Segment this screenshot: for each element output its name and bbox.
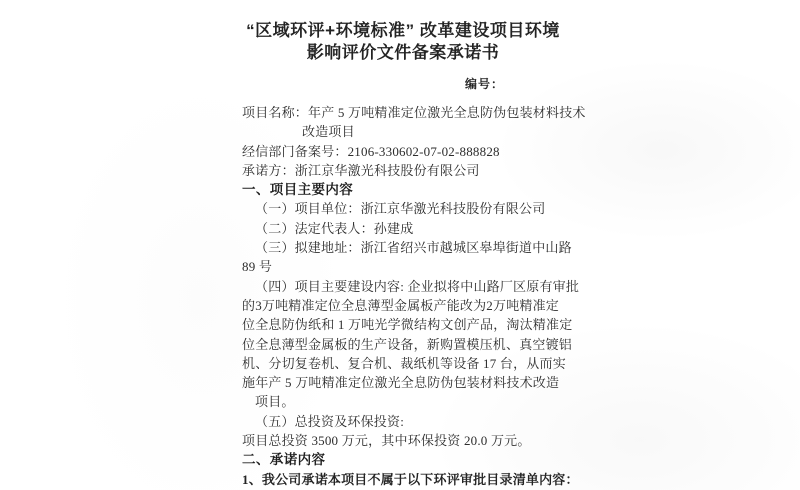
text-line: 位全息薄型金属板的生产设备，新购置模压机、真空镀铝 xyxy=(242,336,573,352)
text-line: 一、项目主要内容 xyxy=(242,182,354,198)
document-title-line-2: 影响评价文件备案承诺书 xyxy=(306,43,500,62)
text-line: （一）项目单位：浙江京华激光科技股份有限公司 xyxy=(255,201,546,217)
text-line: 1、我公司承诺本项目不属于以下环评审批目录清单内容： xyxy=(242,471,579,487)
text-line: （四）项目主要建设内容: 企业拟将中山路厂区原有审批 xyxy=(255,278,580,294)
text-line: 施年产 5 万吨精准定位激光全息防伪包装材料技术改造 xyxy=(242,375,560,391)
text-line: 二、承诺内容 xyxy=(242,452,326,468)
text-line: 改造项目 xyxy=(302,124,355,140)
text-line: 经信部门备案号：2106-330602-07-02-888828 xyxy=(242,143,500,159)
text-line: （五）总投资及环保投资: xyxy=(255,413,405,429)
document-body xyxy=(242,103,586,489)
text-line: （三）拟建地址：浙江省绍兴市越城区皋埠街道中山路 xyxy=(255,240,572,256)
document-number-label: 编号： xyxy=(465,77,505,91)
text-line: （二）法定代表人：孙建成 xyxy=(255,220,414,236)
document-title-line-1: “区域环评+环境标准” 改革建设项目环境 xyxy=(246,21,560,40)
text-line: 项目总投资 3500 万元，其中环保投资 20.0 万元。 xyxy=(242,433,531,449)
text-line: 承诺方：浙江京华激光科技股份有限公司 xyxy=(242,162,480,178)
text-line: 项目名称：年产 5 万吨精准定位激光全息防伪包装材料技术 xyxy=(242,105,586,120)
text-line: 机、分切复卷机、复合机、裁纸机等设备 17 台，从而实 xyxy=(242,355,566,371)
text-line: 项目。 xyxy=(255,394,295,410)
document-title xyxy=(242,20,564,64)
text-line: 的3万吨精准定位全息薄型金属板产能改为2万吨精准定 xyxy=(242,297,560,313)
text-line: 89 号 xyxy=(242,259,273,275)
text-line: 位全息防伪纸和 1 万吨光学微结构文创产品，淘汰精准定 xyxy=(242,317,573,333)
